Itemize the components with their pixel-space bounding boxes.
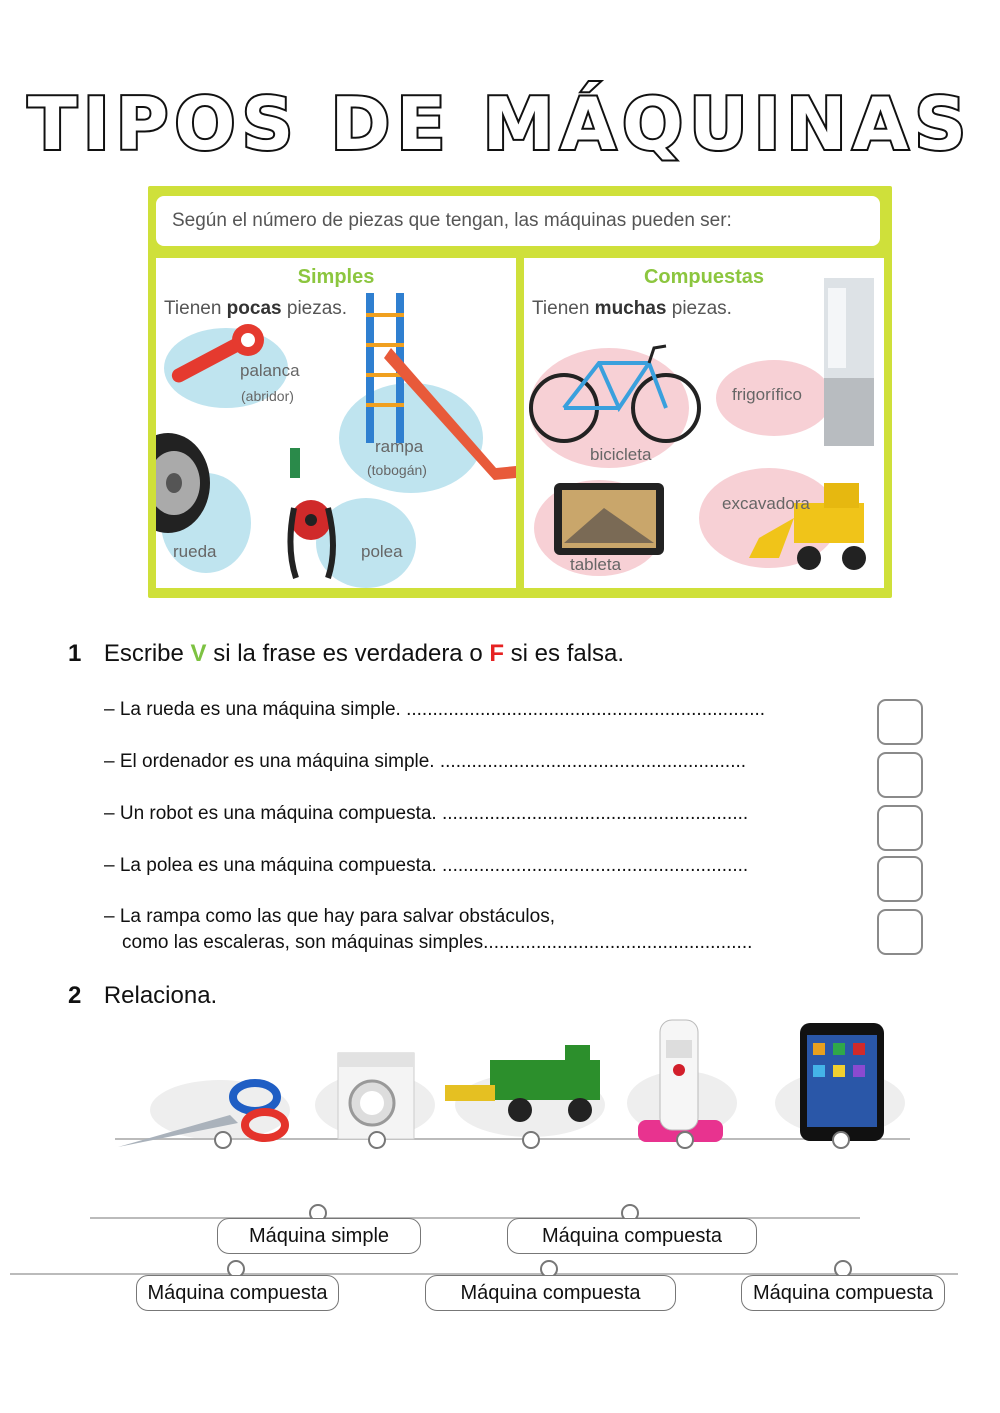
statement-5-line2: como las escaleras, son máquinas simples................................................... [122,932,753,953]
tablet-icon [554,483,664,555]
tablet-label: tableta [570,555,622,574]
washing-machine-icon [338,1053,414,1139]
compound-illustrations [524,258,884,588]
object-dot-1[interactable] [214,1131,232,1149]
statement-5: – La rampa como las que hay para salvar obstáculos, [104,906,555,927]
bicycle-label: bicicleta [590,445,652,464]
page-title: TIPOS DE MÁQUINAS [27,82,973,166]
object-dot-4[interactable] [676,1131,694,1149]
statement-1: – La rueda es una máquina simple. .................................................................... [104,699,766,720]
wheel-label: rueda [173,542,217,561]
object-dot-2[interactable] [368,1131,386,1149]
compound-machines-panel [524,258,884,588]
q1-heading: 1 Escribe V si la frase es verdadera o F si es falsa. [68,640,625,667]
lever-note: (abridor) [241,388,294,404]
fridge-label: frigorífico [732,385,802,404]
compound-desc: Tienen muchas piezas. [532,298,732,319]
objects-row [110,1015,920,1150]
answer-box-3[interactable] [877,805,923,851]
answer-box-2[interactable] [877,752,923,798]
answer-box-4[interactable] [877,856,923,902]
ramp-label: rampa [375,437,424,456]
lever-label: palanca [240,361,300,380]
excavator-label: excavadora [722,494,810,513]
option-compound-3[interactable]: Máquina compuesta [425,1275,676,1311]
simple-machines-panel [156,258,516,588]
answer-box-1[interactable] [877,699,923,745]
option-compound-4[interactable]: Máquina compuesta [741,1275,945,1311]
ramp-note: (tobogán) [367,462,427,478]
fridge-icon [824,278,874,446]
option-compound-2[interactable]: Máquina compuesta [136,1275,339,1311]
smartphone-icon [800,1023,884,1141]
compound-heading: Compuestas [643,266,765,288]
simple-illustrations [156,258,516,588]
object-dot-5[interactable] [832,1131,850,1149]
statement-2: – El ordenador es una máquina simple. .......................................................... [104,751,747,772]
object-dot-3[interactable] [522,1131,540,1149]
info-intro [156,196,880,246]
statement-3: – Un robot es una máquina compuesta. .......................................................... [104,803,749,824]
pulley-label: polea [361,542,403,561]
simple-desc: Tienen pocas piezas. [164,298,348,319]
answer-box-5[interactable] [877,909,923,955]
q2-heading: 2 Relaciona. [68,982,218,1009]
option-simple[interactable]: Máquina simple [217,1218,421,1254]
option-compound-1[interactable]: Máquina compuesta [507,1218,757,1254]
simple-heading: Simples [297,266,375,288]
statement-4: – La polea es una máquina compuesta. .......................................................... [104,855,749,876]
info-intro-text: Según el número de piezas que tengan, las máquinas pueden ser: [172,210,732,231]
